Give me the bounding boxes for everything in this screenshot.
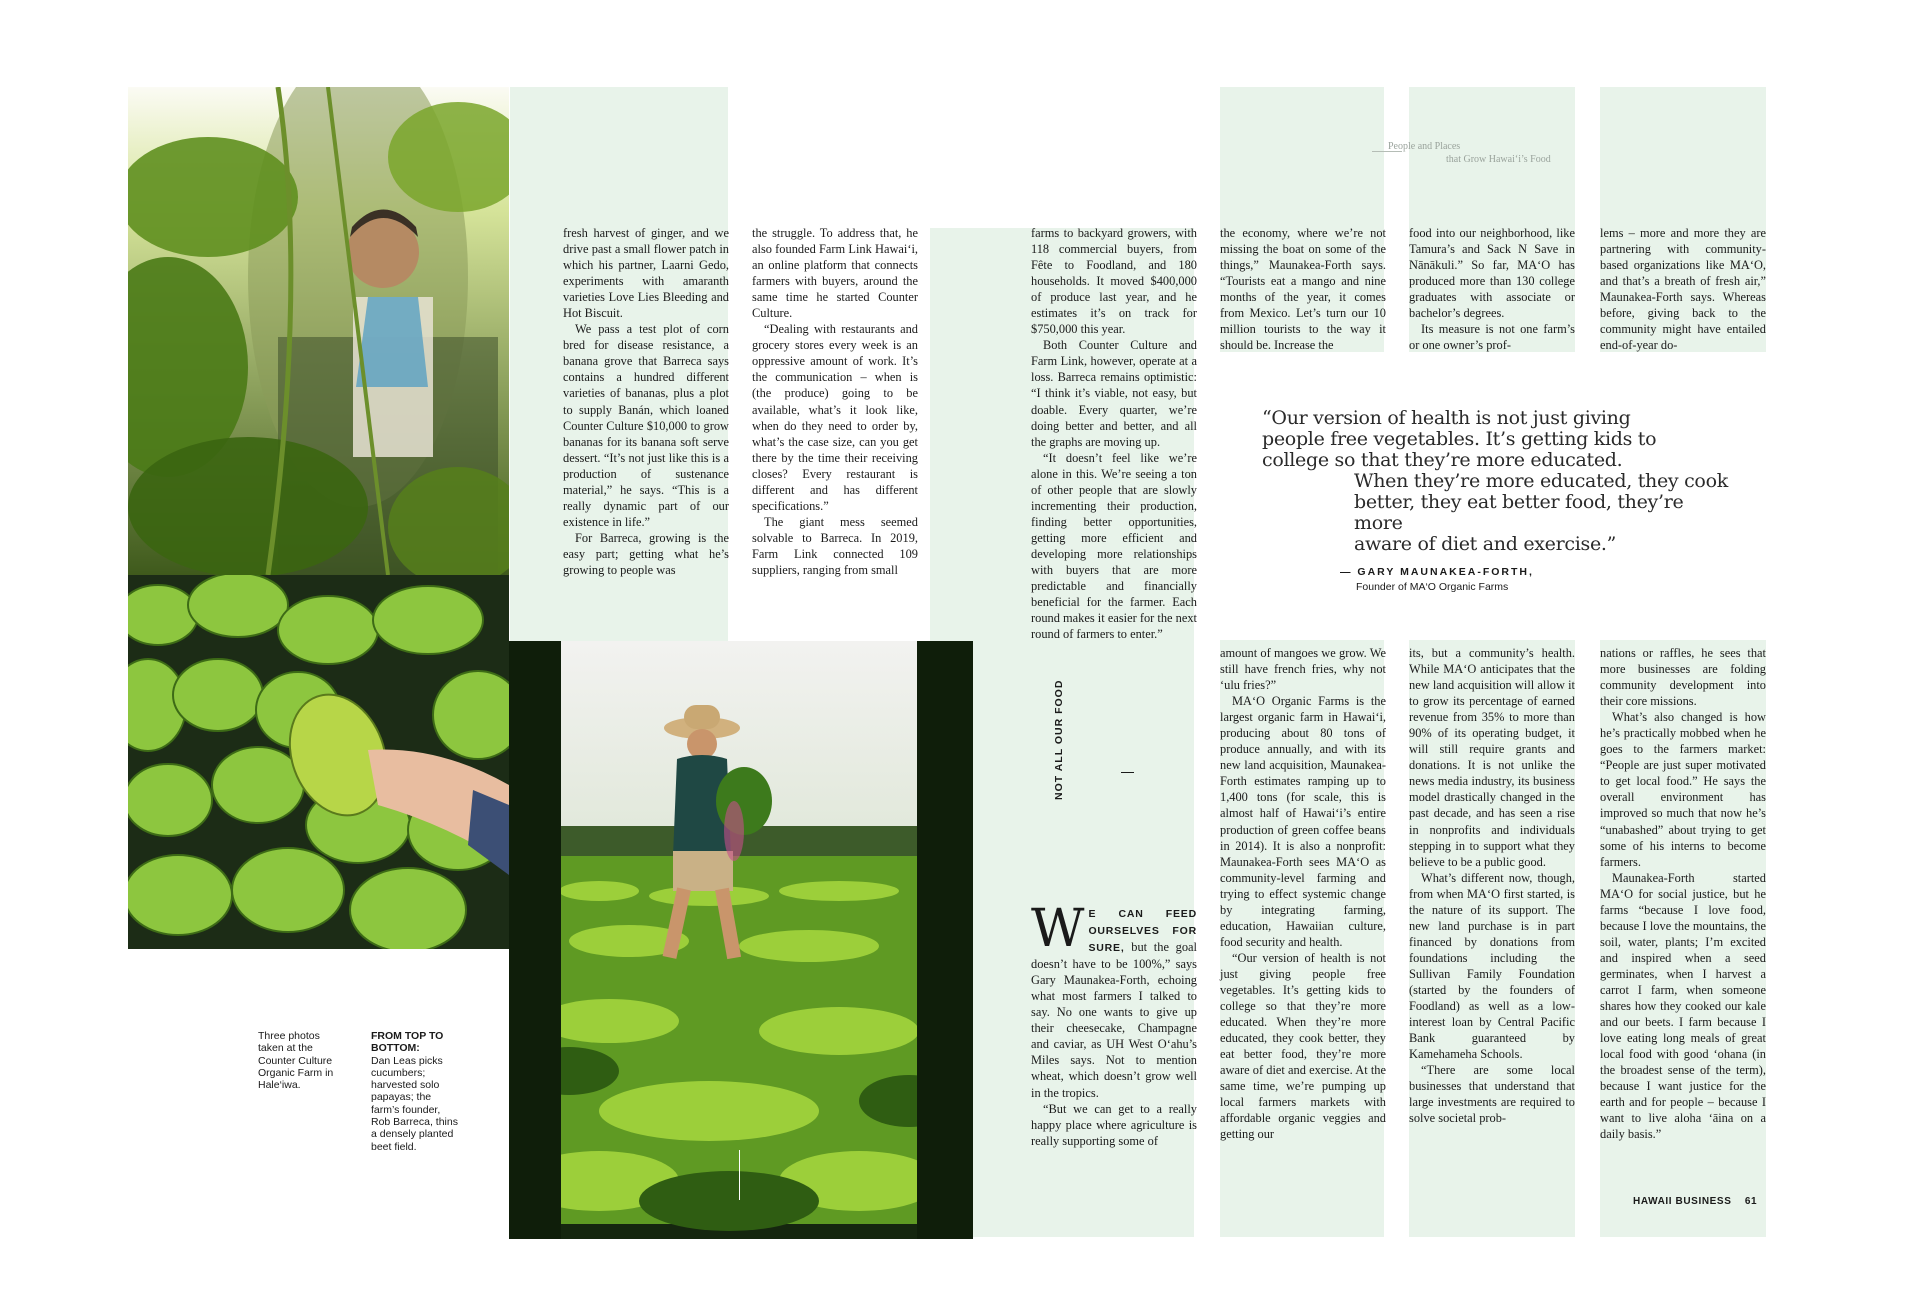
- pull-quote-line: people free vegetables. It’s getting kids to: [1262, 428, 1657, 450]
- cucumber-harvest-photo: [128, 87, 509, 575]
- running-head-line1: People and Places: [1388, 141, 1461, 152]
- paragraph: its, but a community’s health. While MA‘O anticipates that the new land acquisition will allow it to grow its percentage of earned revenue from 35% to more than 90% of its operating budget, it will still require grants and donations. It is not unlike the news media industry, its business model drastically changed in the past decade, and has seen a rise in nonprofits and individuals stepping in to support what they believe to be a public good.: [1409, 646, 1575, 869]
- paragraph: For Barreca, growing is the easy part; getting what he’s growing to people was: [563, 530, 729, 577]
- section-label-text: NOT ALL OUR FOOD: [1053, 679, 1065, 800]
- paragraph: “There are some local businesses that understand that large investments are required to solve societal prob-: [1409, 1063, 1575, 1126]
- paragraph: amount of mangoes we grow. We still have french fries, why not ‘ulu fries?”: [1220, 646, 1386, 693]
- paragraph: Maunakea-Forth started MA‘O for social justice, but he farms “because I love food, because I love the mountains, the soil, water, plants; I’m excited and inspired when a seed germinates, when I harvest a carrot I farm, when someone shares how they cooked our kale and our beets. I farm because I love eating long meals of great local food with good ‘ohana (in the broadest sense of the term), because I want justice for the earth and for people – because I want to live aloha ‘āina on a daily basis.”: [1600, 870, 1766, 1142]
- photo-frame-line: [739, 1150, 740, 1200]
- pull-quote-line: aware of diet and exercise.”: [1354, 533, 1617, 555]
- body-column-6: [1600, 225, 1766, 353]
- paragraph: the struggle. To address that, he also founded Farm Link Hawai‘i, an online platform that connects farmers with buyers, around the same time he started Counter Culture.: [752, 226, 918, 321]
- paragraph: nations or raffles, he sees that more businesses are folding community development into their core missions.: [1600, 646, 1766, 709]
- body-column-1: [563, 225, 729, 578]
- pull-quote-title: Founder of MA‘O Organic Farms: [1356, 581, 1509, 593]
- paragraph: food into our neighborhood, like Tamura’s and Sack N Save in Nānākuli.” So far, MA‘O has produced more than 130 college graduates with associate or bachelor’s degrees.: [1409, 226, 1575, 321]
- body-column-3: [1031, 225, 1197, 642]
- paragraph: “Dealing with restaurants and grocery stores every week is an oppressive amount of work. It’s the communication – when is (the produce) going to be available, what’s it look like, when do they need to order by, what’s the case size, can you get there by the time their receiving closes? Every restaurant is different and has different specifications.”: [752, 322, 918, 513]
- paragraph: We pass a test plot of corn bred for disease resistance, a banana grove that Barreca says contains a hundred different varieties of bananas, plus a plot to supply Banán, which loaned Counter Culture $10,000 to grow bananas for its banana soft serve dessert. “It’s not just like this is a production of sustenance material,” he says. “This is a really dynamic part of our existence in life.”: [563, 322, 729, 529]
- body-column-4b: [1220, 645, 1386, 1142]
- page-number: 61: [1744, 1196, 1758, 1207]
- footer: [1633, 1196, 1773, 1207]
- body-column-5: [1409, 225, 1575, 353]
- pull-quote: [1262, 408, 1732, 555]
- pull-quote-line: better, they eat better food, they’re more: [1354, 491, 1684, 534]
- body-column-3b: [1031, 899, 1197, 1149]
- photo-caption-body: Dan Leas picks cucumbers; harvested solo papayas; the farm’s founder, Rob Barreca, thins a densely planted beet field.: [371, 1054, 458, 1153]
- paragraph: What’s also changed is how he’s practically mobbed when he goes to the farmers market: “People are just super motivated to get local food.” He says the overall environment has improved so much that now he’s “unabashed” about trying to get some of his interns to become farmers.: [1600, 710, 1766, 869]
- pull-quote-name: — GARY MAUNAKEA-FORTH,: [1340, 566, 1534, 578]
- paragraph: Its measure is not one farm’s or one owner’s prof-: [1409, 322, 1575, 353]
- papaya-harvest-photo: [128, 575, 509, 949]
- paragraph: “Our version of health is not just giving people free vegetables. It’s getting kids to college so that they’re more educated. When they’re more educated, they cook better, they eat better food, they’re more aware of diet and exercise. At the same time, we’re pumping up local farmers markets with affordable organic veggies and getting our: [1220, 950, 1386, 1142]
- pull-quote-line: “Our version of health is not just giving: [1262, 407, 1631, 429]
- photo-caption-heading: FROM TOP TO BOTTOM:: [371, 1030, 444, 1055]
- body-column-5b: [1409, 645, 1575, 1126]
- paragraph: Both Counter Culture and Farm Link, however, operate at a loss. Barreca remains optimistic: “I think it’s viable, not easy, but doable. Every quarter, we’re doing better and better, and all the graphs are moving up.: [1031, 338, 1197, 449]
- pull-quote-line: When they’re more educated, they cook: [1354, 470, 1728, 492]
- running-head: [1372, 141, 1582, 169]
- lead-in: E CAN FEED OURSELVES FOR SURE,: [1088, 908, 1197, 955]
- paragraph: “But we can get to a really happy place where agriculture is really supporting some of: [1031, 1101, 1197, 1148]
- photo-caption-details: [371, 1030, 459, 1153]
- paragraph: farms to backyard growers, with 118 commercial buyers, from Fête to Foodland, and 180 households. It moved $400,000 of produce last year, and he estimates it’s on track for $750,000 this year.: [1031, 226, 1197, 337]
- paragraph: fresh harvest of ginger, and we drive past a small flower patch in which his partner, Laarni Gedo, experiments with amaranth varieties Love Lies Bleeding and Hot Biscuit.: [563, 226, 729, 321]
- paragraph: “It doesn’t feel like we’re alone in this. We’re seeing a ton of other people that are slowly incrementing their production, finding better opportunities, getting more efficient and developing more relationships with buyers that are more predictable and financially beneficial for the farmer. Each round makes it easier for the next round of farmers to enter.”: [1031, 450, 1197, 642]
- body-column-2: [752, 225, 918, 578]
- publication-name: HAWAII BUSINESS: [1633, 1196, 1732, 1207]
- section-label-rule: [1121, 772, 1134, 773]
- paragraph: The giant mess seemed solvable to Barreca. In 2019, Farm Link connected 109 suppliers, ranging from small: [752, 514, 918, 577]
- paragraph: MA‘O Organic Farms is the largest organic farm in Hawai‘i, producing about 80 tons of produce annually, and with its new land acquisition, Maunakea-Forth estimates ramping up to 1,400 tons (for scale, this is almost half of Hawai‘i’s entire production of green coffee beans in 2014). It is also a nonprofit: Maunakea-Forth sees MA‘O as community-level farming and trying to effect systemic change by integrating farming, education, Hawaiian culture, food security and health.: [1220, 694, 1386, 949]
- drop-cap: W: [1031, 899, 1085, 959]
- paragraph: lems – more and more they are partnering with community-based organizations like MA‘O, and that’s a breath of fresh air,” Maunakea-Forth says. Whereas before, giving back to the community might have entailed end-of-year do-: [1600, 226, 1766, 353]
- pull-quote-attribution: [1340, 566, 1640, 593]
- paragraph: the economy, where we’re not missing the boat on some of the things,” Maunakea-Forth says. “Tourists eat a mango and nine months of the year, it comes from Mexico. Let’s turn our 10 million tourists to the way it should be. Increase the: [1220, 226, 1386, 353]
- paragraph: but the goal doesn’t have to be 100%,” says Gary Maunakea-Forth, echoing what most farmers I talked to say. No one wants to give up their cheesecake, Champagne and caviar, as UH West O‘ahu’s Miles says. Not to mention wheat, which doesn’t grow well in the tropics.: [1031, 940, 1197, 1100]
- paragraph: What’s different now, though, from when MA‘O first started, is the nature of its support. The new land purchase is in part financed by donations from foundations including the Sullivan Family Foundation (started by the founders of Foodland) as well as a low-interest loan by Central Pacific Bank guaranteed by Kamehameha Schools.: [1409, 870, 1575, 1062]
- section-label: [1049, 640, 1063, 800]
- pull-quote-line: college so that they’re more educated.: [1262, 449, 1623, 471]
- beet-field-photo: [509, 641, 973, 1239]
- photo-caption-intro: Three photos taken at the Counter Culture Organic Farm in Hale‘iwa.: [258, 1030, 334, 1092]
- body-column-4: [1220, 225, 1386, 353]
- running-head-line2: that Grow Hawai‘i’s Food: [1446, 154, 1551, 165]
- body-column-6b: [1600, 645, 1766, 1142]
